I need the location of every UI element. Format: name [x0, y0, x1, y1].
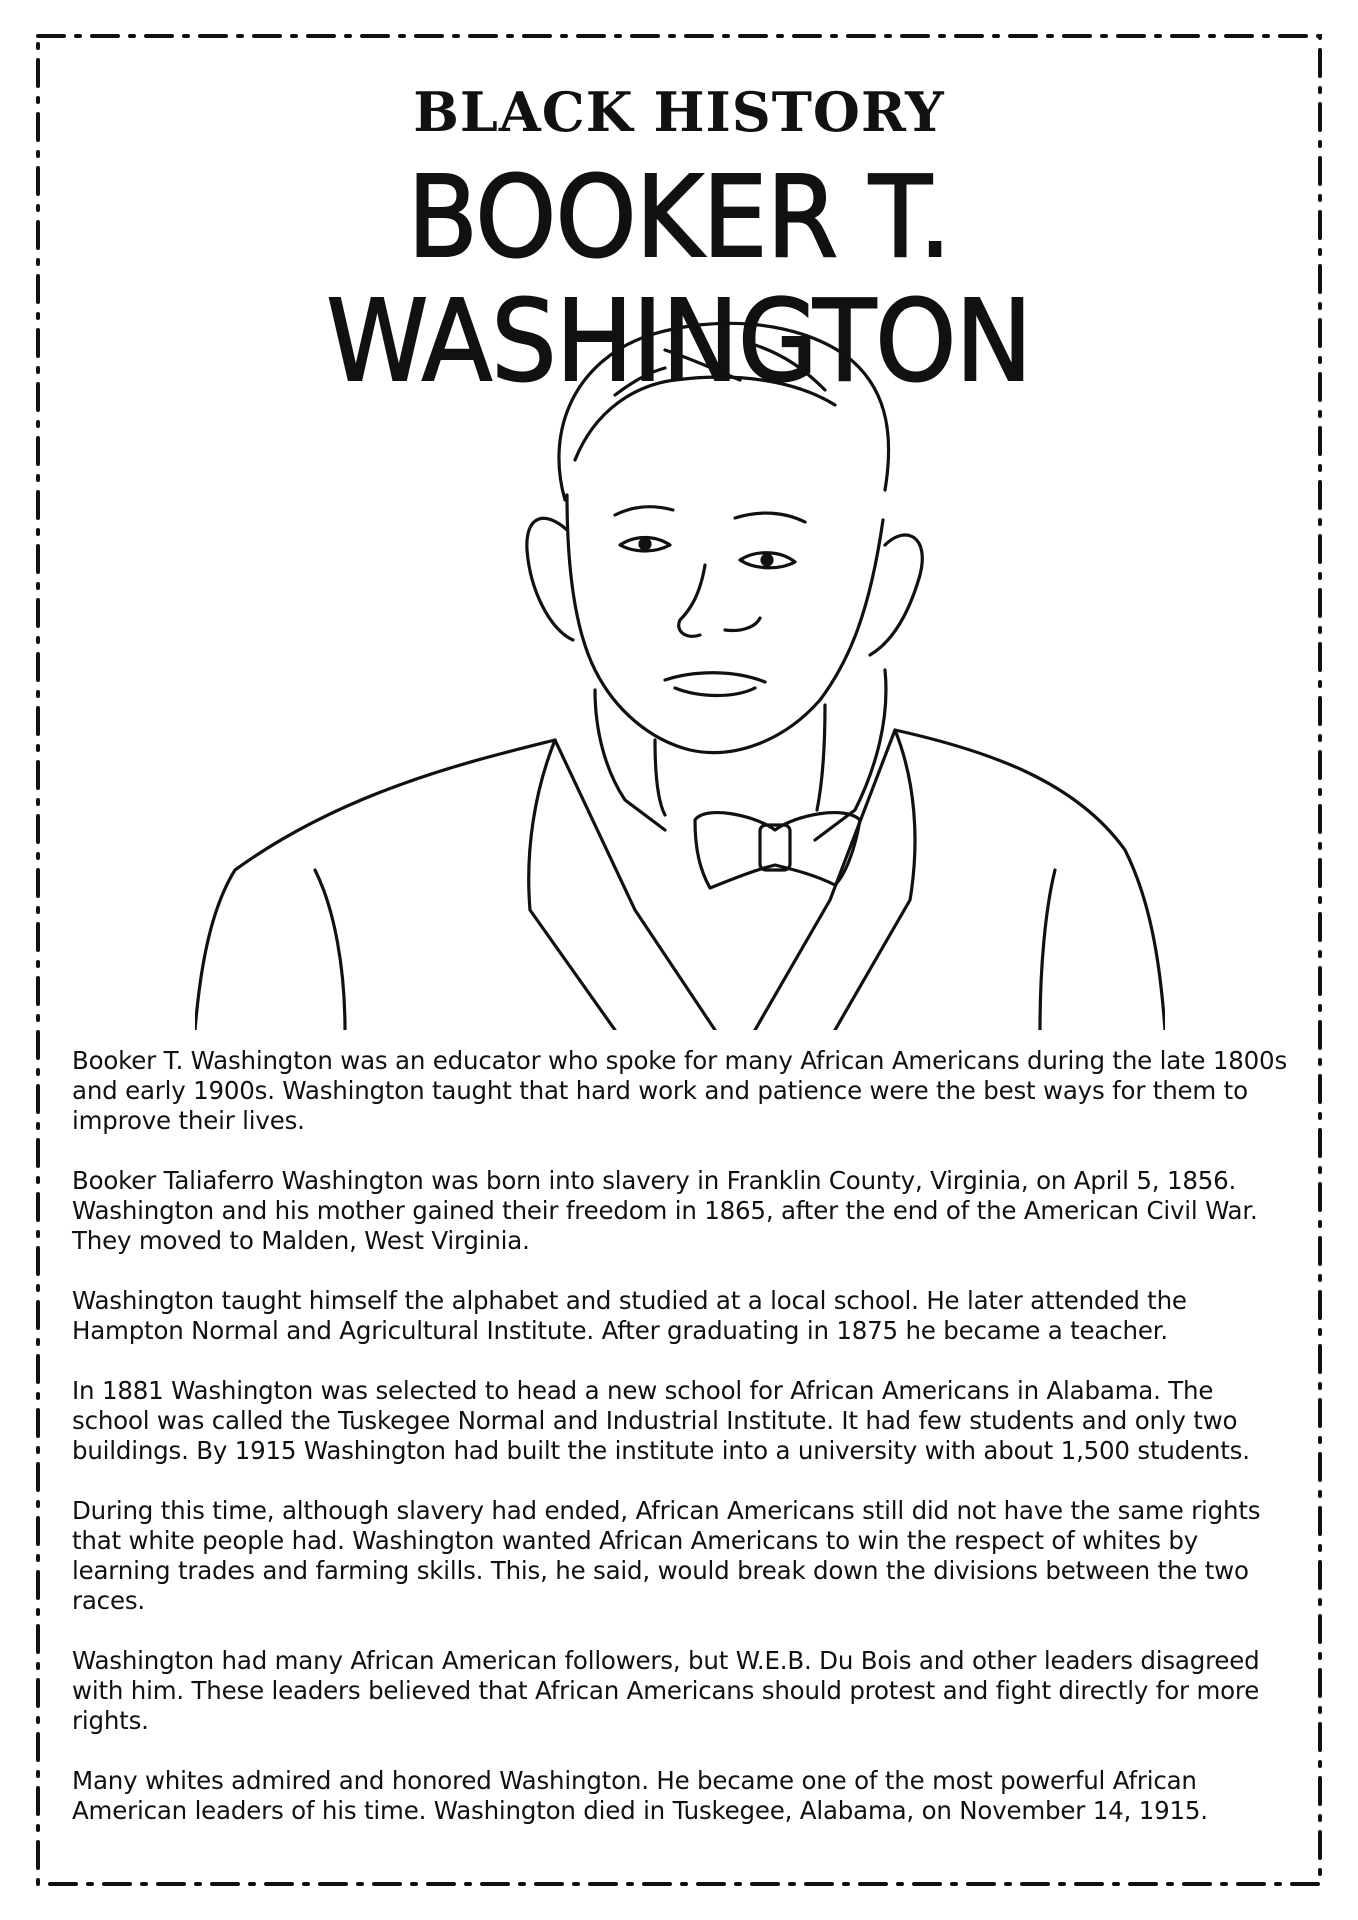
page-title: BOOKER T. WASHINGTON: [326, 153, 1032, 407]
portrait-line-drawing-icon: [195, 310, 1165, 1030]
paragraph-intro: Booker T. Washington was an educator who spoke for many African Americans during the late 1800s and early 1900s. Washington taught that hard work and patience were the best ways for them to improve their lives.: [72, 1046, 1288, 1135]
paragraph-followers: Washington had many African American followers, but W.E.B. Du Bois and other leaders disagreed with him. These leaders believed that African Americans should protest and fight directly for more rights.: [72, 1646, 1260, 1735]
page-kicker: BLACK HISTORY: [413, 80, 945, 144]
paragraph-legacy: Many whites admired and honored Washington. He became one of the most powerful African American leaders of his time. Washington died in Tuskegee, Alabama, on November 14, 1915.: [72, 1766, 1208, 1825]
paragraph-birth: Booker Taliaferro Washington was born into slavery in Franklin County, Virginia, on April 5, 1856. Washington and his mother gained their freedom in 1865, after the end of the American Civil War. They moved to Malden, West Virginia.: [72, 1166, 1258, 1255]
paragraph-tuskegee: In 1881 Washington was selected to head a new school for African Americans in Alabama. The school was called the Tuskegee Normal and Industrial Institute. It had few students and only two buildings. By 1915 Washington had built the institute into a university with about 1,500 students.: [72, 1376, 1250, 1465]
article-body: [72, 1046, 1292, 1856]
paragraph-education: Washington taught himself the alphabet and studied at a local school. He later attended the Hampton Normal and Agricultural Institute. After graduating in 1875 he became a teacher.: [72, 1286, 1187, 1345]
paragraph-rights: During this time, although slavery had ended, African Americans still did not have the same rights that white people had. Washington wanted African Americans to win the respect of whites by learning trades and farming skills. This, he said, would break down the divisions between the two races.: [72, 1496, 1261, 1615]
